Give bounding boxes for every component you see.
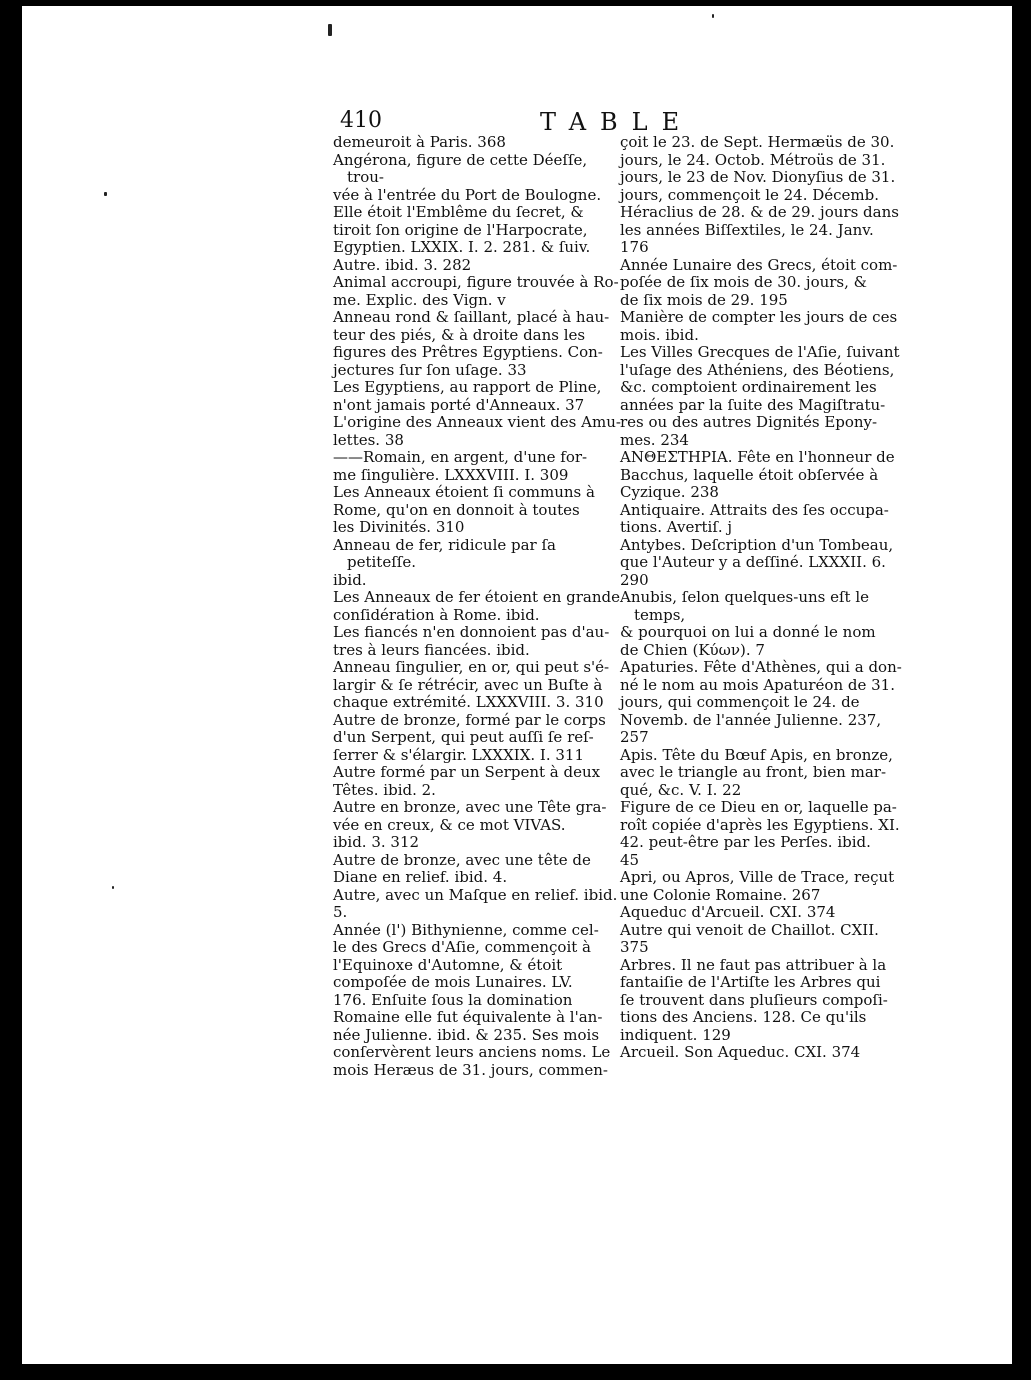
index-entry xyxy=(620,904,912,922)
entry-line: Egyptien. LXXIX. I. 2. 281. & ſuiv. xyxy=(333,238,591,256)
index-entry xyxy=(333,309,623,379)
entry-line: Autre de bronze, avec une tête de xyxy=(333,850,591,869)
index-entry xyxy=(333,537,623,590)
entry-line: 290 xyxy=(620,570,649,589)
entry-line: teur des piés, & à droite dans les xyxy=(333,325,586,344)
entry-line: mes. 234 xyxy=(620,430,689,449)
index-entry xyxy=(333,414,623,449)
entry-line: ΑΝΘΕΣΤΗΡΙΑ. Fête en l'honneur de xyxy=(620,448,895,466)
entry-line: Arcueil. Son Aqueduc. CXI. 374 xyxy=(620,1043,861,1061)
ink-speck xyxy=(104,192,107,196)
index-entry xyxy=(620,344,912,449)
entry-line: Elle étoit l'Emblême du ſecret, & xyxy=(333,203,584,221)
entry-line: ſe trouvent dans pluſieurs compoſi- xyxy=(620,990,888,1009)
entry-line: Autre qui venoit de Chaillot. CXII. xyxy=(620,920,879,939)
index-entry xyxy=(333,624,623,659)
entry-line: conſervèrent leurs anciens noms. Le xyxy=(333,1043,611,1061)
entry-line: fantaiſie de l'Artiſte les Arbres qui xyxy=(620,973,881,991)
index-entry xyxy=(620,589,912,659)
entry-line: Autre en bronze, avec une Tête gra- xyxy=(333,798,607,816)
entry-line: compoſée de mois Lunaires. LV. xyxy=(333,973,573,991)
entry-line: les années Biſſextiles, le 24. Janv. xyxy=(620,220,874,239)
entry-line: Autre formé par un Serpent à deux xyxy=(333,763,601,781)
page-title: TABLE xyxy=(540,108,694,136)
entry-line: avec le triangle au front, bien mar- xyxy=(620,763,887,781)
entry-line: Les Anneaux de fer étoient en grande xyxy=(333,588,621,606)
entry-line: tiroit ſon origine de l'Harpocrate, xyxy=(333,220,588,239)
entry-line: lettes. 38 xyxy=(333,430,404,449)
entry-line: Autre. ibid. 3. 282 xyxy=(333,255,472,274)
entry-line: jours, qui commençoit le 24. de xyxy=(620,693,860,711)
entry-line: Anubis, ſelon quelques-uns eſt le temps, xyxy=(620,588,870,624)
entry-line: Rome, qu'on en donnoit à toutes xyxy=(333,500,580,519)
index-entry xyxy=(620,257,912,310)
entry-line: & pourquoi on lui a donné le nom xyxy=(620,623,876,641)
entry-line: ——Romain, en argent, d'une for- xyxy=(333,448,588,466)
index-entry xyxy=(333,922,623,1080)
entry-line: largir & ſe rétrécir, avec un Buſte à xyxy=(333,675,603,694)
index-entry xyxy=(333,484,623,537)
entry-line: Manière de compter les jours de ces xyxy=(620,308,898,326)
entry-line: Animal accroupi, figure trouvée à Ro- xyxy=(333,273,619,291)
entry-line: chaque extrémité. LXXXVIII. 3. 310 xyxy=(333,693,604,711)
entry-line: Année (l') Bithynienne, comme cel- xyxy=(333,920,599,939)
entry-line: me ſingulière. LXXXVIII. I. 309 xyxy=(333,465,569,484)
entry-line: Antiquaire. Attraits des ſes occupa- xyxy=(620,500,889,519)
entry-line: conſidération à Rome. ibid. xyxy=(333,605,540,624)
index-entry xyxy=(620,309,912,344)
entry-line: mois. ibid. xyxy=(620,325,699,344)
entry-line: 257 xyxy=(620,728,649,746)
entry-line: jours, le 23 de Nov. Dionyſius de 31. xyxy=(620,168,896,186)
ink-speck xyxy=(328,24,332,36)
entry-line: né le nom au mois Apaturéon de 31. xyxy=(620,675,895,694)
entry-line: Les Anneaux étoient ſi communs à xyxy=(333,483,595,501)
entry-line: me. Explic. des Vign. v xyxy=(333,290,506,309)
index-entry xyxy=(333,589,623,624)
entry-line: née Julienne. ibid. & 235. Ses mois xyxy=(333,1025,600,1044)
entry-line: Apri, ou Apros, Ville de Trace, reçut xyxy=(620,868,895,886)
entry-line: mois Heræus de 31. jours, commen- xyxy=(333,1060,608,1079)
index-entry xyxy=(620,1044,912,1062)
index-entry xyxy=(620,449,912,502)
entry-line: roît copiée d'après les Egyptiens. XI. xyxy=(620,815,900,834)
entry-line: l'uſage des Athéniens, des Béotiens, xyxy=(620,360,895,379)
entry-line: ibid. xyxy=(333,570,367,589)
entry-line: 45 xyxy=(620,850,640,869)
entry-line: vée à l'entrée du Port de Boulogne. xyxy=(333,185,602,204)
index-entry xyxy=(333,274,623,309)
index-entry xyxy=(620,659,912,747)
entry-line: 5. xyxy=(333,903,348,921)
index-entry xyxy=(620,799,912,869)
index-entry xyxy=(620,502,912,537)
entry-line: Diane en relief. ibid. 4. xyxy=(333,868,508,886)
entry-line: Anneau ſingulier, en or, qui peut s'é- xyxy=(333,658,610,676)
entry-line: ſerrer & s'élargir. LXXXIX. I. 311 xyxy=(333,745,585,764)
entry-line: Cyzique. 238 xyxy=(620,483,719,501)
entry-line: tions des Anciens. 128. Ce qu'ils xyxy=(620,1008,867,1026)
entry-line: &c. comptoient ordinairement les xyxy=(620,378,877,396)
entry-line: tres à leurs fiancées. ibid. xyxy=(333,640,530,659)
entry-line: Angérona, figure de cette Déeſſe, trou- xyxy=(333,150,588,186)
entry-line: demeuroit à Paris. 368 xyxy=(333,133,506,151)
entry-line: Autre de bronze, formé par le corps xyxy=(333,710,606,729)
entry-line: Anneau rond & ſaillant, placé à hau- xyxy=(333,308,610,326)
entry-line: de Chien (Κύων). 7 xyxy=(620,640,765,659)
ink-speck xyxy=(712,14,714,18)
entry-line: Autre, avec un Maſque en relief. ibid. xyxy=(333,885,618,904)
index-entry xyxy=(620,537,912,590)
left-column xyxy=(333,134,623,1079)
entry-line: Les fiancés n'en donnoient pas d'au- xyxy=(333,623,610,641)
page-number: 410 xyxy=(340,108,382,133)
index-entry xyxy=(333,852,623,887)
entry-line: Figure de ce Dieu en or, laquelle pa- xyxy=(620,798,897,816)
index-entry xyxy=(620,747,912,800)
entry-line: Aqueduc d'Arcueil. CXI. 374 xyxy=(620,903,836,921)
entry-line: une Colonie Romaine. 267 xyxy=(620,885,821,904)
entry-line: Romaine elle fut équivalente à l'an- xyxy=(333,1008,603,1026)
entry-line: jours, le 24. Octob. Métroüs de 31. xyxy=(620,150,886,169)
index-entry xyxy=(333,659,623,712)
entry-line: Héraclius de 28. & de 29. jours dans xyxy=(620,203,899,221)
entry-line: l'Equinoxe d'Automne, & étoit xyxy=(333,955,563,974)
entry-line: Novemb. de l'année Julienne. 237, xyxy=(620,710,882,729)
index-entry xyxy=(620,957,912,1045)
entry-line: 176. Enſuite ſous la domination xyxy=(333,990,573,1009)
entry-line: années par la ſuite des Magiſtratu- xyxy=(620,395,886,414)
entry-line: 42. peut-être par les Perſes. ibid. xyxy=(620,833,871,851)
entry-line: 176 xyxy=(620,238,649,256)
right-column xyxy=(620,134,912,1062)
entry-line: res ou des autres Dignités Epony- xyxy=(620,413,878,431)
entry-line: d'un Serpent, qui peut auſſi ſe reſ- xyxy=(333,728,594,746)
entry-line: les Divinités. 310 xyxy=(333,518,465,536)
entry-line: Antybes. Deſcription d'un Tombeau, xyxy=(620,535,894,554)
index-entry xyxy=(333,152,623,275)
entry-line: indiquent. 129 xyxy=(620,1025,731,1044)
index-entry xyxy=(333,712,623,765)
entry-line: Têtes. ibid. 2. xyxy=(333,780,436,799)
entry-line: n'ont jamais porté d'Anneaux. 37 xyxy=(333,395,585,414)
entry-line: L'origine des Anneaux vient des Amu- xyxy=(333,413,621,431)
entry-line: qué, &c. V. I. 22 xyxy=(620,780,742,799)
entry-line: Les Villes Grecques de l'Aſie, ſuivant xyxy=(620,343,900,361)
entry-line: jours, commençoit le 24. Décemb. xyxy=(620,185,880,204)
entry-line: de ſix mois de 29. 195 xyxy=(620,290,788,309)
ink-speck xyxy=(112,886,114,889)
entry-line: Apaturies. Fête d'Athènes, qui a don- xyxy=(620,658,902,676)
index-entry xyxy=(333,379,623,414)
entry-line: Anneau de fer, ridicule par ſa petiteſſe. xyxy=(333,535,556,571)
index-entry xyxy=(620,922,912,957)
entry-line: çoit le 23. de Sept. Hermæüs de 30. xyxy=(620,133,895,151)
entry-line: le des Grecs d'Aſie, commençoit à xyxy=(333,938,591,956)
entry-line: figures des Prêtres Egyptiens. Con- xyxy=(333,343,603,361)
index-entry xyxy=(333,887,623,922)
entry-line: Les Egyptiens, au rapport de Pline, xyxy=(333,378,602,396)
index-entry xyxy=(333,764,623,799)
entry-line: poſée de ſix mois de 30. jours, & xyxy=(620,273,868,291)
index-entry xyxy=(333,799,623,852)
index-entry xyxy=(333,449,623,484)
entry-line: que l'Auteur y a deſſiné. LXXXII. 6. xyxy=(620,553,886,571)
entry-line: Arbres. Il ne faut pas attribuer à la xyxy=(620,955,887,974)
entry-line: tions. Avertiſ. j xyxy=(620,518,733,536)
entry-line: 375 xyxy=(620,938,649,956)
entry-line: vée en creux, & ce mot VIVAS. xyxy=(333,815,566,834)
entry-line: ibid. 3. 312 xyxy=(333,833,420,851)
entry-line: Année Lunaire des Grecs, étoit com- xyxy=(620,255,898,274)
index-entry xyxy=(620,869,912,904)
entry-line: Apis. Tête du Bœuf Apis, en bronze, xyxy=(620,745,893,764)
entry-line: jectures ſur ſon uſage. 33 xyxy=(333,360,527,379)
index-entry xyxy=(333,134,623,152)
entry-line: Bacchus, laquelle étoit obſervée à xyxy=(620,465,879,484)
index-entry xyxy=(620,134,912,257)
